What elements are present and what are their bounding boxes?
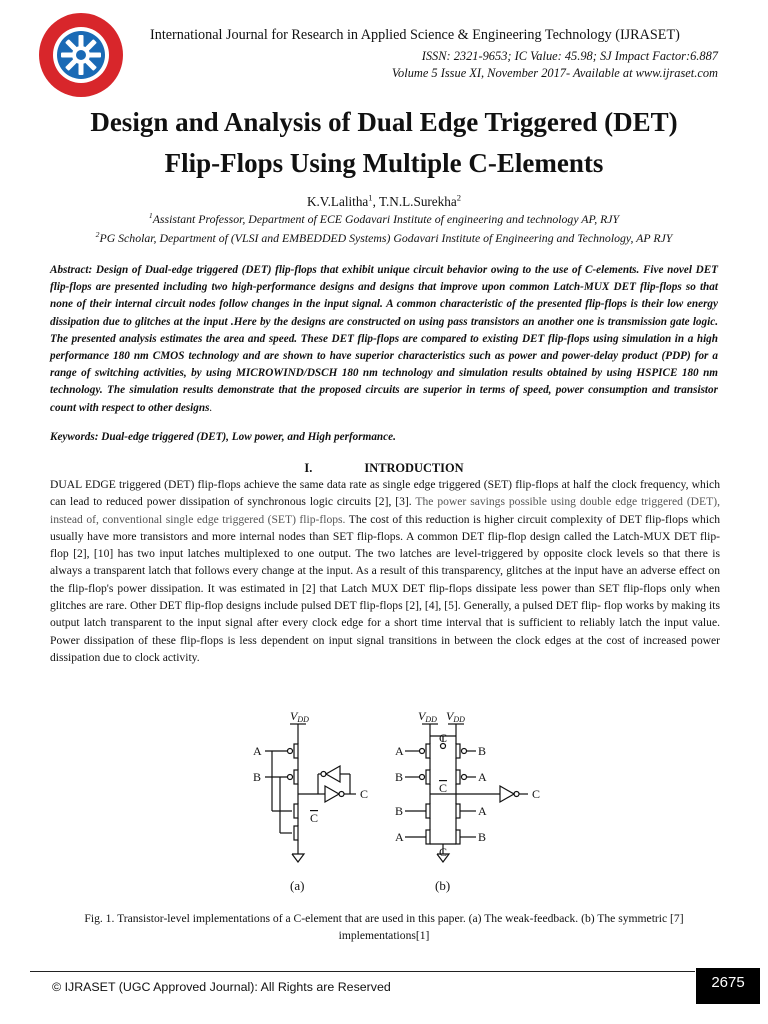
input-b-label: B [253,770,262,784]
affiliation-1-sup: 1 [148,211,153,221]
figure-caption: Fig. 1. Transistor-level implementations of a C-element that are used in this paper. (a) The weak-feedback. (b) The symmetric [7] implementations[1] [84,912,684,942]
section-number: I. [304,461,313,475]
keywords: Keywords: Dual-edge triggered (DET), Low power, and High performance. [50,431,396,443]
author-1-sup: 1 [368,192,373,203]
paper-title [20,102,748,184]
author-2-sup: 2 [456,192,461,203]
title-line-2: Flip-Flops Using Multiple C-Elements [164,148,604,178]
ijraset-logo [37,11,125,99]
input-a-label-b3: A [478,804,487,818]
affiliation-2-sup: 2 [95,230,100,240]
vdd-label-a: VDD [290,709,309,724]
footer-divider [30,971,695,972]
journal-title: International Journal for Research in Applied Science & Engineering Technology (IJRASET) [150,27,680,43]
abstract-end: . [209,401,213,414]
section-heading [0,461,768,476]
author-1: K.V.Lalitha [306,194,369,209]
volume-line: Volume 5 Issue XI, November 2017- Available at www.ijraset.com [391,66,718,80]
circuit-diagram [210,706,550,896]
figure-c-element [210,706,550,896]
affiliation-2 [0,231,768,246]
vdd-label-b2: VDD [446,709,465,724]
input-a-label-b4: A [395,830,404,844]
intro-part-2: The power savings possible using double edge triggered (DET), instead of, conventional single edge triggered (SET) flip-flops. [50,495,720,526]
c-top-label-b: C [439,731,448,745]
input-a-label-b1: A [395,744,404,758]
cbar-label-b: C [439,781,448,795]
abstract [50,262,718,417]
title-line-1: Design and Analysis of Dual Edge Triggered (DET) [90,107,678,137]
abstract-text: : Design of Dual-edge triggered (DET) flip-flops that exhibit unique circuit behavior owing to the use of C-elements. Five novel DET flip-flops are presented including two high-performance designs and designs that improve upon common Latch-MUX DET flip-flops so that none of their internal circuit nodes follow changes in the input signal. A common characteristic of the presented flip-flops is their low energy dissipation due to glitches at the input .Here by the designs are constructed on using pass transistors an another one is transmission gate logic. The presented analysis estimates the area and speed. These DET flip-flops are compared to existing DET flip-flops using simulation in a high performance 180 nm CMOS technology and are shown to have superior characteristics such as power and power-delay product (PDP) for a range of switching activities, by using MICROWIND/DSCH 180 nm technology and simulation results obtained by using HSPICE 180 nm technology. The simulation results demonstrate that the proposed circuits are superior in terms of speed, power consumption and transistor count with respect to other designs [50,264,718,414]
page-number: 2675 [696,968,760,1004]
intro-part-3: The cost of this reduction is higher circuit complexity of DET flip-flops which usually have more transistors and more internal nodes than SET flip-flops. A common DET flip-flop design called the Latch-MUX DET flip-flop [2], [10] has two input latches multiplexed to one output. The two latches are level-triggered by opposite clock levels so that there is always a transparent latch that follows every change at the input. As a result of this transparency, glitches at the input have an adverse effect on the flip-flop's power dissipation. It was estimated in [2] that Latch MUX DET flip-flops dissipate less power than SET flip-flops only when glitches are rare. Other DET flip-flop designs include pulsed DET flip-flops [2], [4], [5]. Generally, a pulsed DET flip- flop works by making its output latch transparent to the input signal after every clock edge for a short time interval that is sufficient to reliably latch the input value. Power dissipation of these flip-flops is less dependent on input signal transitions in between the clock edges at the cost of increased power dissipation due to clock activity. [50,512,721,664]
copyright-notice: © IJRASET (UGC Approved Journal): All Rights are Reserved [52,980,391,994]
input-b-label-b1: B [478,744,487,758]
cbar-label-a: C [310,811,319,825]
journal-meta [298,48,718,82]
figure-label-b: (b) [435,878,451,893]
author-separator: , [372,194,379,209]
output-c-label-a: C [360,787,369,801]
input-b-label-b3: B [395,804,404,818]
figure-label-a: (a) [290,878,305,893]
intro-paragraph [50,476,720,666]
input-b-label-b4: B [478,830,487,844]
abstract-label: Abstract [50,264,89,276]
authors [0,194,768,210]
input-a-label-b2: A [478,770,487,784]
affiliation-1 [0,212,768,227]
output-c-label-b: C [532,787,541,801]
affiliation-1-text: Assistant Professor, Department of ECE Godavari Institute of engineering and technology AP, RJY [152,212,620,226]
section-title: INTRODUCTION [364,461,464,475]
input-b-label-b2: B [395,770,404,784]
affiliation-2-text: PG Scholar, Department of (VLSI and EMBEDDED Systems) Godavari Institute of Engineering and Technology, AP RJY [99,231,673,245]
author-2: T.N.L.Surekha [378,194,457,209]
intro-part-1: DUAL EDGE triggered (DET) flip-flops achieve the same data rate as single edge triggered (SET) flip-flops at half the clock frequency, which can lead to reduced power dissipation of synchronous logic circuits [2], [3]. [50,478,720,509]
vdd-label-b1: VDD [418,709,437,724]
issn-line: ISSN: 2321-9653; IC Value: 45.98; SJ Impact Factor:6.887 [421,49,718,63]
c-bottom-label-b: C [439,845,448,859]
input-a-label: A [253,744,262,758]
